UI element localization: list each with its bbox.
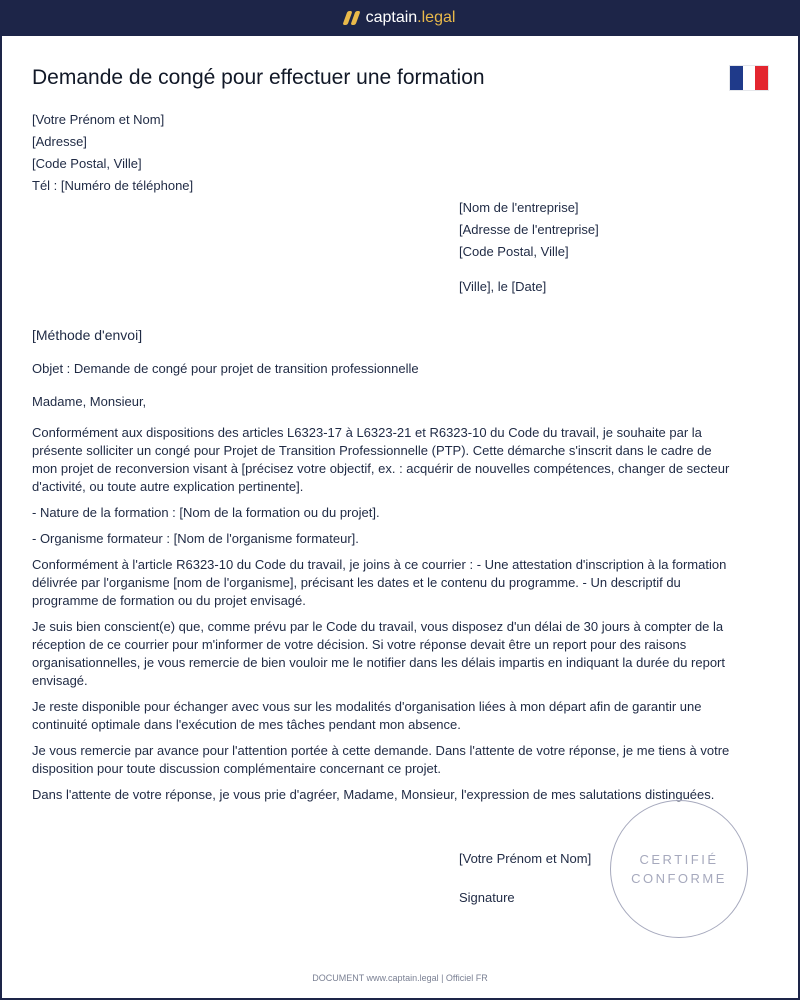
french-flag-icon — [729, 65, 769, 91]
paragraph: Conformément aux dispositions des articles L6323-17 à L6323-21 et R6323-10 du Code du travail, je souhaite par la présente solliciter un congé pour Projet de Transition Professionnelle (PTP). Cette démarche s'inscrit dans le cadre de mon projet de reconversion visant à [précisez votre objectif, ex. : acquérir de nouvelles compétences, changer de secteur d'activité, ou toute autre explication pertinente]. — [32, 425, 730, 494]
place-date: [Ville], le [Date] — [459, 279, 547, 294]
recipient-address: [Adresse de l'entreprise] — [459, 222, 599, 237]
paragraph: Je suis bien conscient(e) que, comme prévu par le Code du travail, vous disposez d'un délai de 30 jours à compter de la réception de ce courrier pour m'informer de votre décision. Si votre réponse devait être un report pour des raisons organisationnelles, je vous remercie de bien vouloir me le notifier dans les délais impartis en indiquant la durée du report envisagé. — [32, 619, 725, 688]
sender-city: [Code Postal, Ville] — [32, 156, 142, 171]
paragraph: - Nature de la formation : [Nom de la formation ou du projet]. — [32, 505, 380, 520]
letter-subject: Objet : Demande de congé pour projet de transition professionnelle — [32, 361, 419, 376]
document-title: Demande de congé pour effectuer une formation — [32, 66, 485, 89]
footer-text: DOCUMENT www.captain.legal | Officiel FR — [312, 973, 488, 983]
paragraph: Je vous remercie par avance pour l'attention portée à cette demande. Dans l'attente de votre réponse, je me tiens à votre disposition pour toute discussion complémentaire concernant ce projet. — [32, 743, 730, 776]
stamp-line: CONFORME — [631, 871, 727, 886]
signature-label: Signature — [459, 890, 515, 905]
paragraph: - Organisme formateur : [Nom de l'organisme formateur]. — [32, 531, 359, 546]
document-page — [2, 36, 798, 998]
signature-name: [Votre Prénom et Nom] — [459, 851, 592, 866]
paragraph: Conformément à l'article R6323-10 du Code du travail, je joins à ce courrier : - Une attestation d'inscription à la formation délivrée par l'organisme [nom de l'organisme], précisant les dates et le contenu du programme. - Un descriptif du programme de formation ou du projet envisagé. — [32, 557, 727, 608]
sending-method: [Méthode d'envoi] — [32, 327, 143, 343]
brand-logo[interactable] — [345, 9, 456, 27]
certified-stamp — [610, 800, 748, 938]
sender-phone: Tél : [Numéro de téléphone] — [32, 178, 194, 193]
captain-logo-icon — [345, 11, 358, 25]
sender-block — [32, 109, 193, 197]
letter-body — [32, 424, 740, 812]
stamp-line: CERTIFIÉ — [639, 852, 719, 867]
recipient-company: [Nom de l'entreprise] — [459, 200, 579, 215]
salutation: Madame, Monsieur, — [32, 394, 147, 409]
sender-address: [Adresse] — [32, 134, 87, 149]
recipient-city: [Code Postal, Ville] — [459, 244, 569, 259]
brand-suffix: .legal — [417, 9, 456, 26]
paragraph: Je reste disponible pour échanger avec vous sur les modalités d'organisation liées à mon départ afin de garantir une continuité optimale dans l'exécution de mes tâches pendant mon absence. — [32, 699, 702, 732]
recipient-block — [459, 197, 599, 263]
sender-name: [Votre Prénom et Nom] — [32, 112, 165, 127]
top-bar — [0, 0, 800, 36]
brand-name: captain — [365, 9, 418, 26]
paragraph: Dans l'attente de votre réponse, je vous prie d'agréer, Madame, Monsieur, l'expression de mes salutations distinguées. — [32, 787, 715, 802]
